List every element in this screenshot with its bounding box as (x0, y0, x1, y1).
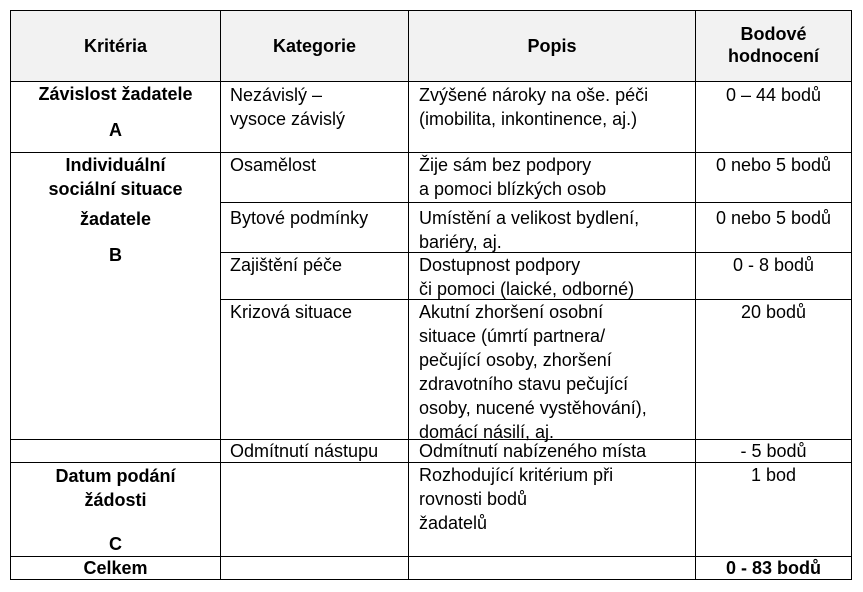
cell-line: osoby, nucené vystěhování), (419, 398, 647, 418)
cell-line: Osamělost (230, 155, 317, 175)
criterion-a (11, 82, 220, 142)
cell-line: či pomoci (laické, odborné) (419, 279, 635, 299)
table-cell-kategorie (230, 253, 342, 277)
table-cell-popis (419, 463, 613, 535)
cell-line: (imobilita, inkontinence, aj.) (419, 109, 638, 129)
criterion-a-title: Závislost žadatele (38, 84, 193, 104)
cell-line: Bytové podmínky (230, 208, 369, 228)
cell-line: Krizová situace (230, 302, 353, 322)
cell-line: Umístění a velikost bydlení, (419, 208, 640, 228)
header-body-line-2: hodnocení (728, 46, 819, 66)
table-cell-kategorie (230, 440, 378, 462)
criterion-b-title-1: Individuální (65, 155, 166, 175)
table-cell-body: 0 nebo 5 bodů (715, 155, 832, 175)
column-divider (408, 11, 409, 579)
criterion-c (11, 464, 220, 556)
cell-line: bariéry, aj. (419, 232, 502, 252)
table-cell-popis (419, 440, 646, 462)
cell-line: domácí násilí, aj. (419, 422, 555, 442)
scoring-table (10, 10, 852, 580)
table-cell-body: 1 bod (750, 465, 797, 485)
table-cell-body: 0 nebo 5 bodů (715, 208, 832, 228)
cell-line: Odmítnutí nabízeného místa (419, 441, 647, 461)
criterion-c-title-1: Datum podání (55, 466, 176, 486)
cell-line: Akutní zhoršení osobní (419, 302, 604, 322)
criterion-c-letter: C (109, 534, 122, 554)
table-cell-body: - 5 bodů (740, 441, 807, 461)
table-cell-kategorie (230, 206, 368, 230)
header-bodove-hodnoceni (696, 23, 851, 67)
table-cell-popis (419, 83, 648, 131)
criterion-c-title-2: žádosti (84, 490, 147, 510)
table-cell-kategorie (230, 83, 345, 131)
cell-line: Nezávislý – (230, 85, 323, 105)
cell-line: Žije sám bez podpory (419, 155, 592, 175)
criterion-b-title-2: sociální situace (48, 179, 183, 199)
table-cell-kategorie (230, 300, 352, 324)
table-cell-body: 0 – 44 bodů (725, 85, 822, 105)
header-kriteria: Kritéria (83, 36, 148, 56)
cell-line: zdravotního stavu pečující (419, 374, 629, 394)
total-body: 0 - 83 bodů (725, 558, 821, 578)
header-kategorie: Kategorie (272, 36, 357, 56)
header-popis: Popis (527, 36, 577, 56)
criterion-b (11, 153, 220, 267)
cell-line: Odmítnutí nástupu (230, 441, 379, 461)
cell-line: rovnosti bodů (419, 489, 528, 509)
row-divider (220, 202, 851, 203)
cell-line: Dostupnost podpory (419, 255, 581, 275)
cell-line: Zvýšené nároky na oše. péči (419, 85, 649, 105)
table-cell-body: 20 bodů (740, 302, 807, 322)
criterion-a-letter: A (109, 120, 122, 140)
table-cell-popis (419, 153, 606, 201)
cell-line: a pomoci blízkých osob (419, 179, 607, 199)
table-cell-popis (419, 300, 647, 444)
criterion-b-title-3: žadatele (79, 209, 152, 229)
cell-line: vysoce závislý (230, 109, 346, 129)
table-cell-body: 0 - 8 bodů (732, 255, 815, 275)
cell-line: pečující osoby, zhoršení (419, 350, 612, 370)
table-cell-popis (419, 253, 634, 301)
cell-line: Rozhodující kritérium při (419, 465, 614, 485)
table-cell-kategorie (230, 153, 316, 177)
criterion-b-letter: B (109, 245, 122, 265)
cell-line: žadatelů (419, 513, 488, 533)
header-body-line-1: Bodové (740, 24, 807, 44)
cell-line: Zajištění péče (230, 255, 343, 275)
column-divider (220, 11, 221, 579)
cell-line: situace (úmrtí partnera/ (419, 326, 606, 346)
table-cell-popis (419, 206, 639, 254)
total-label: Celkem (83, 558, 148, 578)
